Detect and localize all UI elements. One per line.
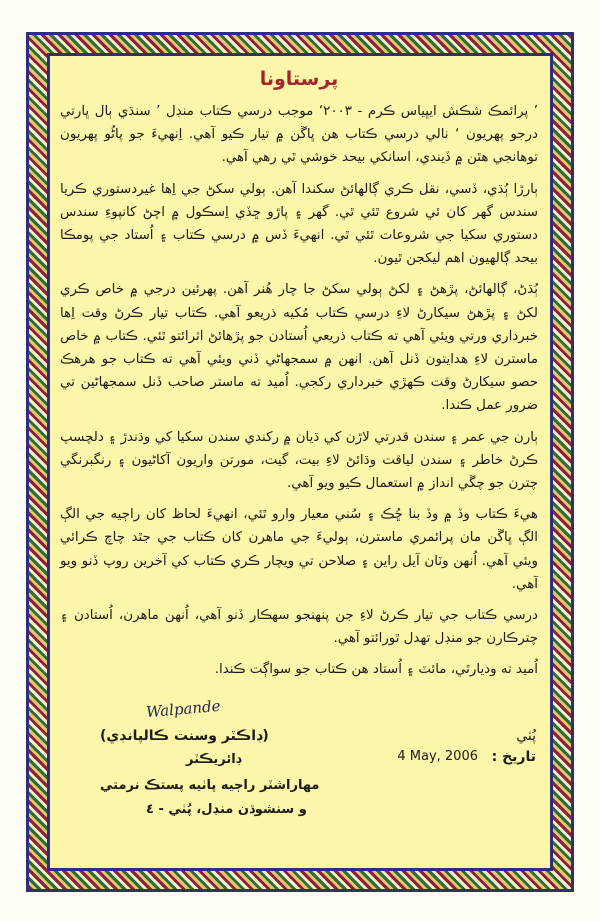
paragraph-7: اُميد ته وديارٿي، مائٽ ۽ اُستاد هن ڪتاب جو سواڳت ڪندا. <box>214 662 538 678</box>
decorative-border <box>26 32 574 892</box>
signature-block <box>60 696 538 870</box>
content-panel <box>47 53 553 871</box>
paragraph-1: ’ پرائمڪ شڪش ايڀياس ڪرم - ٢٠٠٣‘ موجب درسي ڪتاب منڊل ’ سنڌي ٻال ڀارتي درجو پهريون ‘ نالي درسي ڪتاب هن ڀاڱن ۾ تيار ڪيو آهي. اِنهيءَ جو پاڻُو پهريون توهانجي هٿن ۾ ڏيندي، اسانکي بيحد خوشي ٿي رهي آهي. <box>60 104 539 166</box>
date-label: تاريخ : <box>491 749 536 765</box>
paragraph-3: ٻُڌڻ، ڳالهائڻ، پڙهڻ ۽ لکڻ ٻولي سکڻ جا چار هُنر آهن. پهرئين درجي ۾ خاص ڪري لکڻ ۽ پڙهڻ سيکارڻ لاءِ درسي ڪتاب مُکيه ذريعو آهي. ڪتاب تيار ڪرڻ وقت اِها خبرداري ورتي ويئي آهي ته ڪتاب ذريعي اُستادن جو پڙهائڻ اثرائتو ٿئي. ڪتاب ۾ خاص ماسترن لاءِ هدايتون ڏنل آهن. انهن ۾ سمجهاڻي ڏني ويئي آهي ته ڪتاب جو هرهڪ حصو سيکارڻ وقت ڪهڙي خبرداري رکجي. اُميد ته ماستر صاحب ڏنل سمجهاڻين تي ضرور عمل ڪندا. <box>60 282 538 414</box>
organization-line-2: و سنشوڌن منڊل، پُٺي - ٤ <box>146 802 307 817</box>
place-label: پُٺي <box>516 728 536 744</box>
paragraph-2: ٻارڙا ٻُڌي، ڏسي، نقل ڪري ڳالهائڻ سکندا آهن. ٻولي سکڻ جي اِها غيردستوري ڪريا سندس گهر کان ئي شروع ٿئي ٿي. گهر ۽ پاڙو ڇڏي اِسڪول ۾ اچڻ کانپوءِ سندس دستوري سکيا جي شروعات ٿئي ٿي. انهيءَ ڏس ۾ درسي ڪتاب ۽ اُستاد جي پومڪا بيحد ڳالهيون اهم ليکجن ٿيون. <box>60 181 538 267</box>
paragraph-5: هيءَ ڪتاب وڏ ۾ وڏ بنا ڇُڪ ۽ سُني معيار وارو ٿئي، انهيءَ لحاظ کان راڄيه جي الڳ الڳ ڀاڱن مان پرائمري ماسترن، ٻوليءَ جي ماهرن کان ڪتاب جي جٿد چاچ ڪرائي ويئي آهي. اُنهن وٽان آيل راين ۽ صلاحن تي ويچار ڪري ڪتاب کي آخرين روپ ڏنو ويو آهي. <box>60 507 538 592</box>
organization-line-1: مهاراشٽر راڄيه پاٺيه پستڪ نرمتي <box>100 778 320 793</box>
date-value: 4 May, 2006 <box>397 749 478 764</box>
paragraph-4: ٻارن جي عمر ۽ سندن قدرتي لاڙن کي ڌيان ۾ رکندي سندن سکيا کي وڌندڙ ۽ دلچسپ ڪرڻ خاطر ۽ سندن لياقت وڌائڻ لاءِ بيت، گيت، مورتن واريون آکاڻيون ۽ رنگبرنگي چترن جو چڱي انداز ۾ استعمال ڪيو ويو آهي. <box>60 429 538 492</box>
signatory-title: ڊائريڪٽر <box>186 752 242 767</box>
signatory-name: (ڊاڪٽر وسنت ڪالپانڊي) <box>100 728 269 744</box>
handwritten-signature: Walpande <box>145 696 222 722</box>
preface-content <box>60 66 538 860</box>
paragraph-6: درسي ڪتاب جي تيار ڪرڻ لاءِ جن پنهنجو سهڪار ڏنو آهي، اُنهن ماهرن، اُستادن ۽ چترڪارن جو منڊل تهدل ٿورائتو آهي. <box>60 608 538 647</box>
page-title: پرستاونا <box>259 68 339 90</box>
